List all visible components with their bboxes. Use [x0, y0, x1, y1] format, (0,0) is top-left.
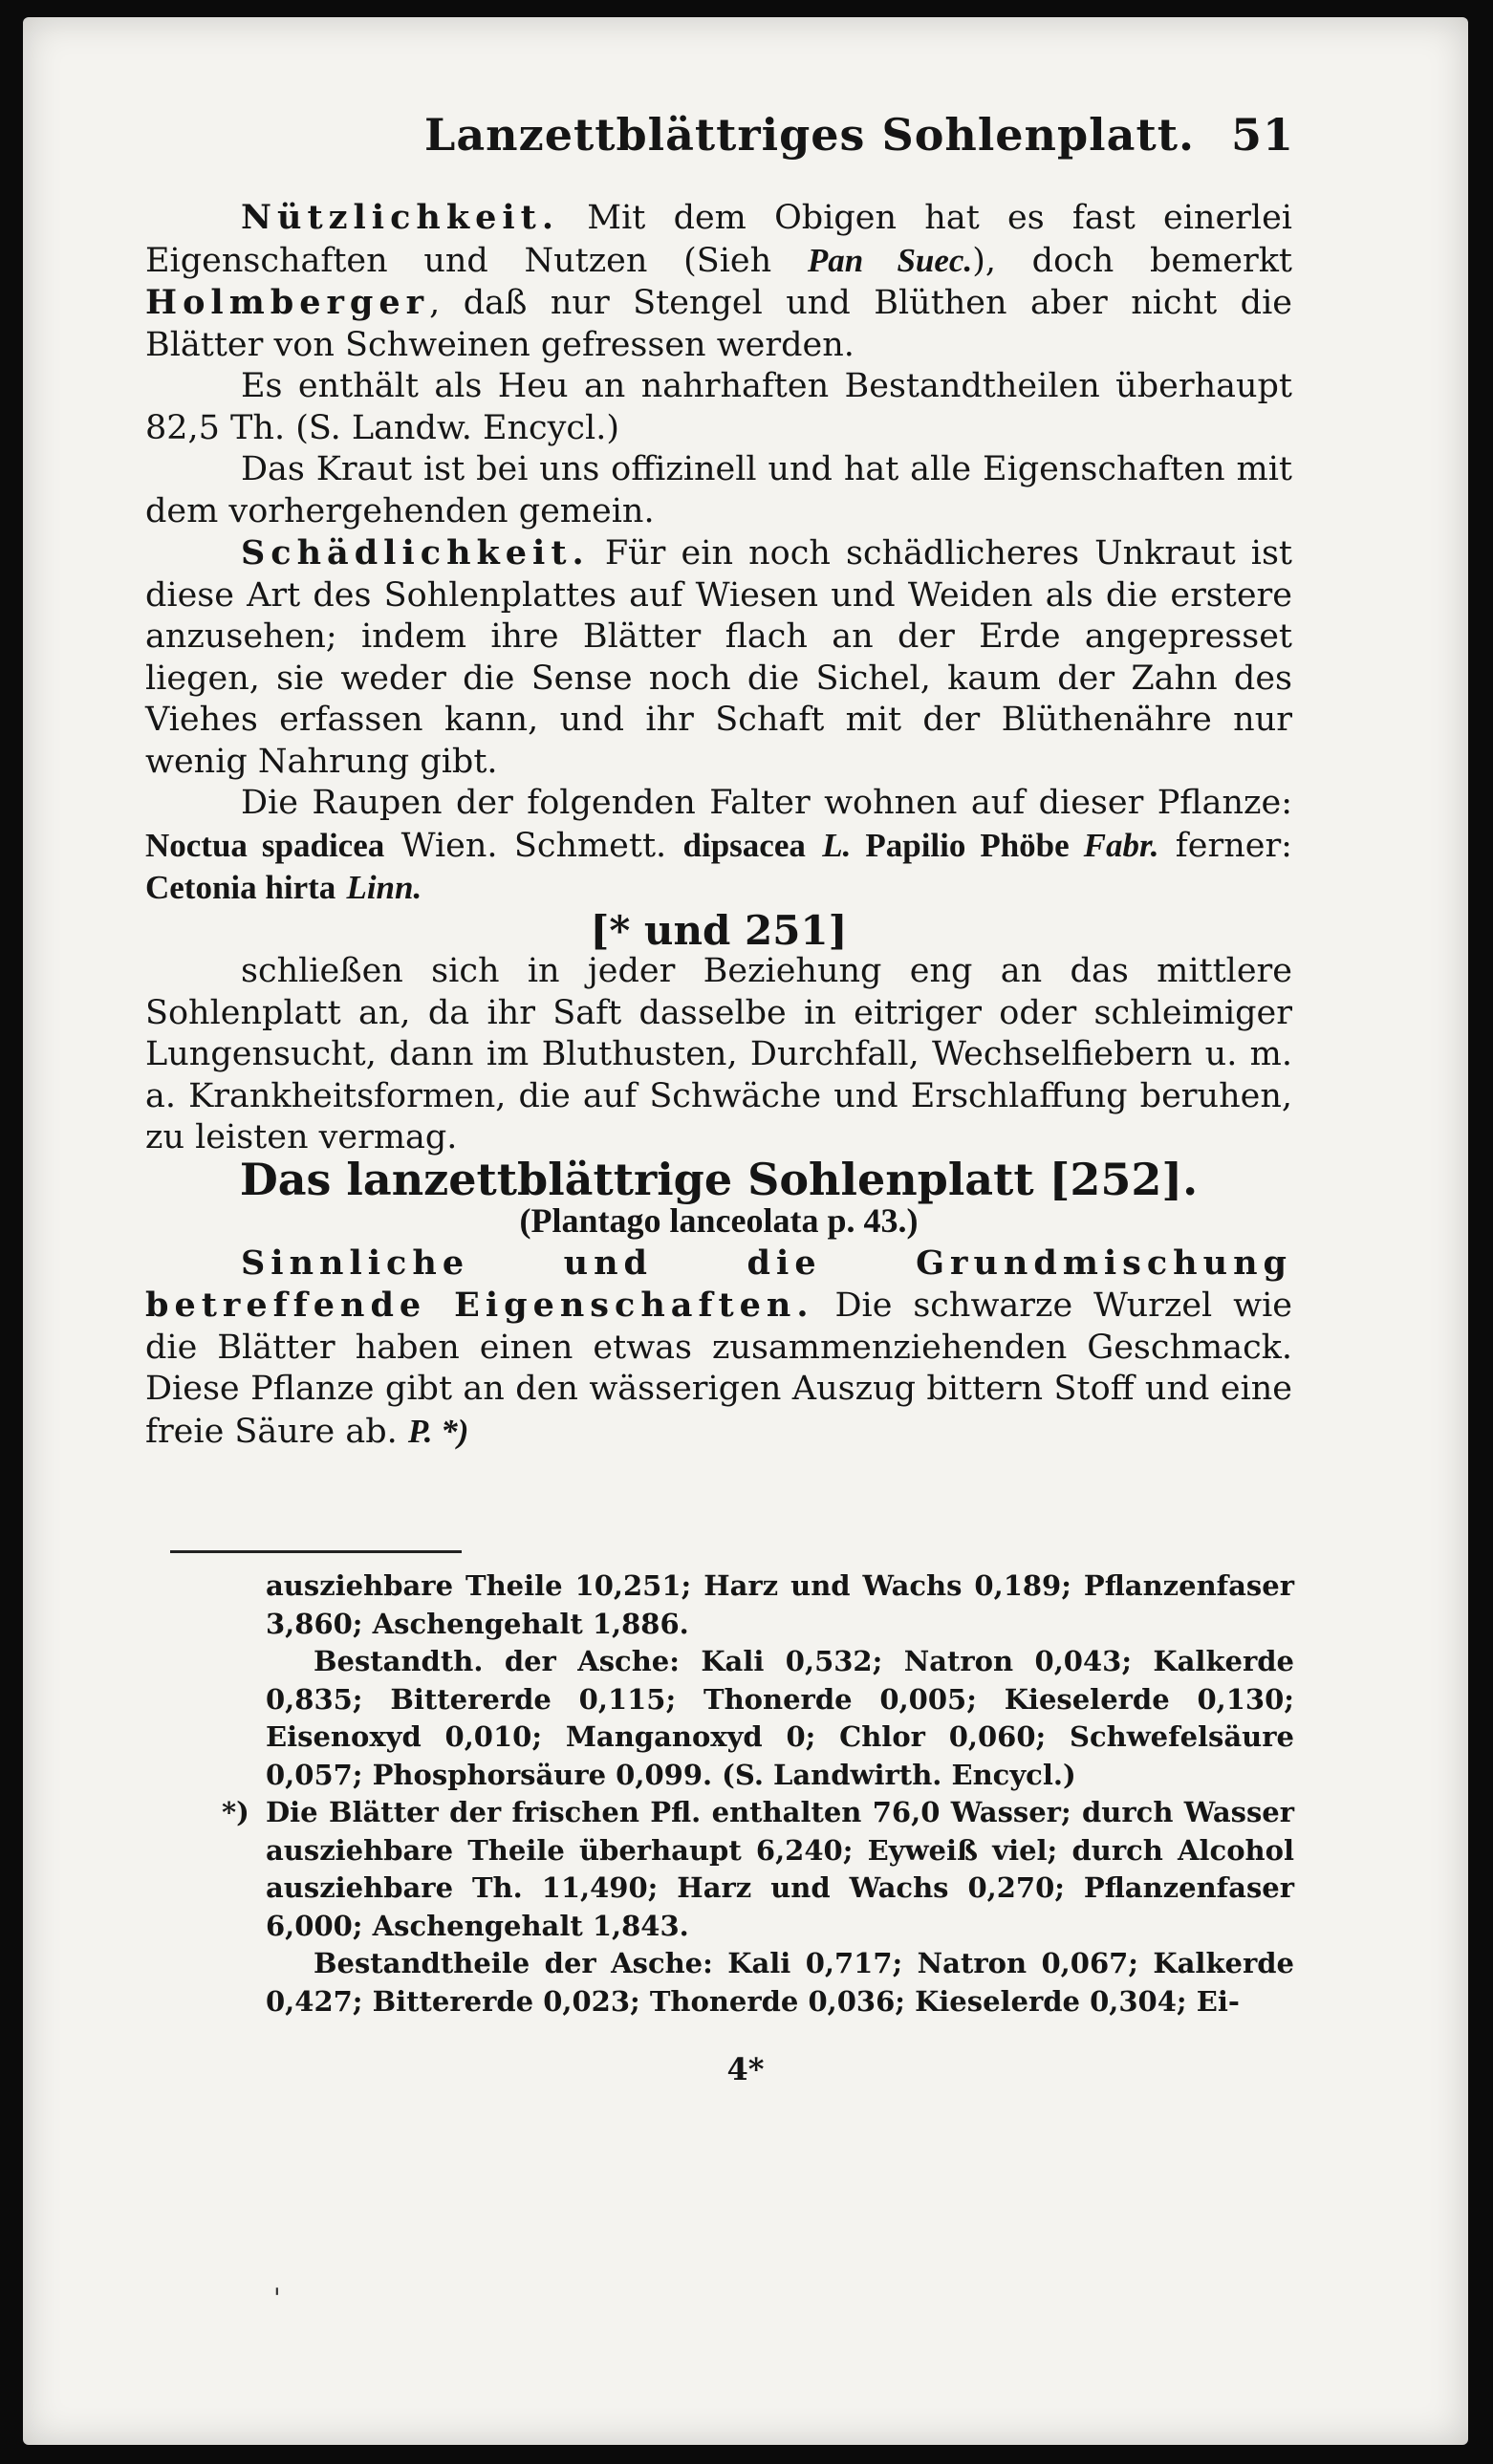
stray-mark: ' [273, 2282, 281, 2314]
footnote-mark: *) [222, 1796, 249, 1828]
footnote-rule [170, 1550, 462, 1553]
section-latin-name: (Plantago lanceolata p. 43.) [519, 1201, 919, 1240]
footnote-star [166, 1794, 1294, 1945]
usefulness-text-c: , daß nur Stengel und Blüthen aber nicht die Blätter von Schweinen gefressen werden. [145, 284, 1292, 364]
author-linnaeus: Linn. [346, 869, 422, 906]
signature-mark: 4* [726, 2051, 765, 2087]
latin-cetonia: Cetonia hirta [145, 869, 336, 906]
latin-papilio: Papilio Phöbe [851, 826, 1084, 864]
footnote-star-text: Die Blätter der frischen Pfl. enthalten 76,0 Wasser; durch Wasser ausziehbare Theile überhaupt 6,240; Eyweiß viel; durch Alcohol ausziehbare Th. 11,490; Harz und Wachs 0,270; Pflanzenfaser 6,000; Aschengehalt 1,843. [266, 1796, 1294, 1942]
page-number: 51 [1230, 109, 1294, 161]
properties-text: Die schwarze Wurzel wie die Blätter haben einen etwas zusammenziehenden Geschmack. Diese Pflanze gibt an den wässerigen Auszug bittern Stoff und eine freie Säure ab. [145, 1286, 1293, 1451]
paragraph-officinal: Das Kraut ist bei uns offizinell und hat alle Eigenschaften mit dem vorhergehenden gemein. [145, 450, 1292, 530]
section-title: Das lanzettblättrige Sohlenplatt [252]. [239, 1153, 1199, 1205]
footnote-star-ash: Bestandtheile der Asche: Kali 0,717; Natron 0,067; Kalkerde 0,427; Bittererde 0,023; Thonerde 0,036; Kieselerde 0,304; Ei- [266, 1947, 1294, 2018]
paragraph-properties [145, 1243, 1292, 1454]
paragraph-hay-content: Es enthält als Heu an nahrhaften Bestandtheilen überhaupt 82,5 Th. (S. Landw. Encycl.) [145, 367, 1292, 447]
latin-reference: Pan Suec. [807, 241, 973, 279]
harmfulness-text: Für ein noch schädlicheres Unkraut ist diese Art des Sohlenplattes auf Wiesen und Weiden als die erstere anzusehen; indem ihre Blätter flach an der Erde angepresset liegen, sie weder die Sense noch die Sichel, kaum der Zahn des Viehes erfassen kann, und ihr Schaft mit der Blüthenähre nur wenig Nahrung gibt. [145, 534, 1292, 781]
author-name: Holmberger [145, 283, 430, 322]
caterpillars-text: Die Raupen der folgenden Falter wohnen auf dieser Pflanze: [241, 784, 1292, 822]
latin-dipsacea: dipsacea [682, 826, 806, 864]
usefulness-text-b: ), doch bemerkt [972, 241, 1292, 280]
author-fabricius: Fabr. [1083, 826, 1159, 864]
footnotes [166, 1567, 1294, 2021]
caterpillars-mid: Wien. Schmett. [384, 826, 683, 865]
usefulness-text-a: Mit dem Obigen hat es fast einerlei Eigenschaften und Nutzen (Sieh [145, 199, 1292, 280]
document-page [23, 17, 1468, 2445]
author-linnaeus-abbr: L. [822, 826, 852, 864]
latin-noctua: Noctua spadicea [145, 826, 385, 864]
main-text [145, 197, 1292, 1453]
footnote-ref: P. *) [407, 1412, 469, 1450]
caterpillars-end: ferner: [1158, 826, 1292, 865]
header-title: Lanzettblättriges Sohlenplatt. [424, 109, 1195, 161]
paragraph-usefulness [145, 197, 1292, 366]
paragraph-harmfulness [145, 532, 1292, 783]
section-bracket: [* und 251] [590, 906, 848, 954]
footnote-continued-a: ausziehbare Theile 10,251; Harz und Wachs 0,189; Pflanzenfaser 3,860; Aschengehalt 1,886. [266, 1569, 1294, 1640]
paragraph-caterpillars [145, 783, 1292, 910]
properties-heading: Sinnliche und die Grundmischung betreffende Eigenschaften. [145, 1243, 1292, 1325]
harmfulness-heading: Schädlichkeit. [241, 533, 590, 573]
usefulness-heading: Nützlichkeit. [241, 198, 559, 237]
paragraph-medicinal: schließen sich in jeder Beziehung eng an das mittlere Sohlenplatt an, da ihr Saft dasselbe in eitriger oder schleimiger Lungensucht, dann im Bluthusten, Durchfall, Wechselfiebern u. m. a. Krankheitsformen, die auf Schwäche und Erschlaffung beruhen, zu leisten vermag. [145, 952, 1292, 1156]
footnote-continued-b: Bestandth. der Asche: Kali 0,532; Natron 0,043; Kalkerde 0,835; Bittererde 0,115; Thonerde 0,005; Kieselerde 0,130; Eisenoxyd 0,010; Manganoxyd 0; Chlor 0,060; Schwefelsäure 0,057; Phosphorsäure 0,099. (S. Landwirth. Encycl.) [266, 1645, 1294, 1791]
